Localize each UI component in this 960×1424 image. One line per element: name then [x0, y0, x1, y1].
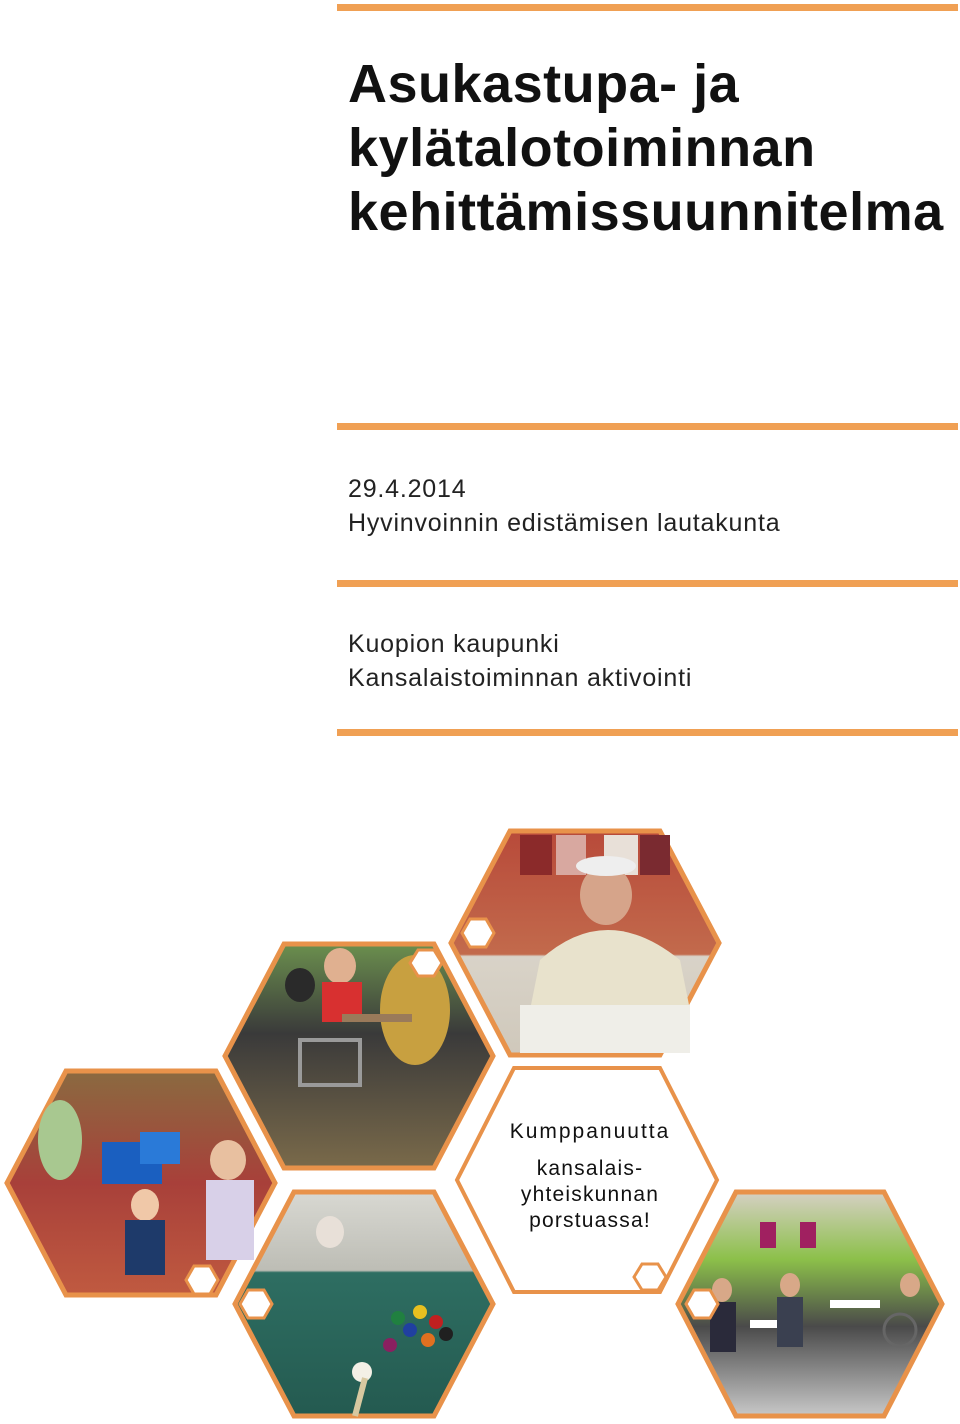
photo-collage	[0, 800, 960, 1424]
child-body	[125, 1220, 165, 1275]
rule-2	[337, 423, 958, 430]
pool-ball	[429, 1315, 443, 1329]
quilt-patch	[640, 835, 670, 875]
accent-hexagon	[186, 1266, 218, 1294]
person-head	[900, 1273, 920, 1297]
toy-box	[140, 1132, 180, 1164]
title-line-3: kehittämissuunnitelma	[348, 182, 944, 242]
top-rule	[337, 4, 958, 11]
person-head	[324, 948, 356, 984]
document-title	[348, 52, 944, 244]
collage-tagline-1: kansalais-	[536, 1157, 644, 1180]
cap	[576, 856, 636, 876]
person-head	[780, 1273, 800, 1297]
adult-body	[206, 1180, 254, 1260]
quilt-patch	[520, 835, 552, 875]
table	[830, 1300, 880, 1308]
organization-block	[348, 627, 692, 695]
adult-head	[210, 1140, 246, 1180]
pool-ball	[421, 1333, 435, 1347]
collage-headline: Kumppanuutta	[509, 1120, 671, 1143]
pool-ball	[383, 1338, 397, 1352]
rule-3	[337, 580, 958, 587]
player-head	[316, 1216, 344, 1248]
photo-man-reading	[451, 831, 719, 1055]
title-line-2: kylätalotoiminnan	[348, 118, 816, 178]
accent-hexagon	[686, 1290, 718, 1318]
collage-tagline-2: yhteiskunnan	[520, 1183, 660, 1206]
rule-4	[337, 729, 958, 736]
pool-ball	[391, 1311, 405, 1325]
photo-group-table	[225, 944, 493, 1168]
person-body	[777, 1297, 803, 1347]
newspaper	[520, 1005, 690, 1053]
adult-left	[38, 1100, 82, 1180]
document-date: 29.4.2014	[348, 475, 467, 503]
table	[342, 1014, 412, 1022]
title-line-1: Asukastupa- ja	[348, 54, 740, 114]
hexagon-text	[470, 1120, 710, 1234]
accent-hexagon	[410, 950, 442, 976]
accent-hexagon	[634, 1264, 666, 1290]
organization-name: Kuopion kaupunki	[348, 630, 560, 658]
date-block	[348, 472, 780, 540]
child-head	[131, 1189, 159, 1221]
board-name: Hyvinvoinnin edistämisen lautakunta	[348, 509, 781, 537]
accent-hexagon	[462, 919, 494, 947]
unit-name: Kansalaistoiminnan aktivointi	[348, 664, 693, 692]
accent-hexagon	[240, 1290, 272, 1318]
pool-ball	[413, 1305, 427, 1319]
wall-decoration	[800, 1222, 816, 1248]
collage-tagline-3: porstuassa!	[529, 1209, 651, 1232]
pool-ball	[439, 1327, 453, 1341]
photo-child-playing	[7, 1071, 275, 1295]
person-head	[285, 968, 315, 1002]
pool-ball	[403, 1323, 417, 1337]
wall-decoration	[760, 1222, 776, 1248]
